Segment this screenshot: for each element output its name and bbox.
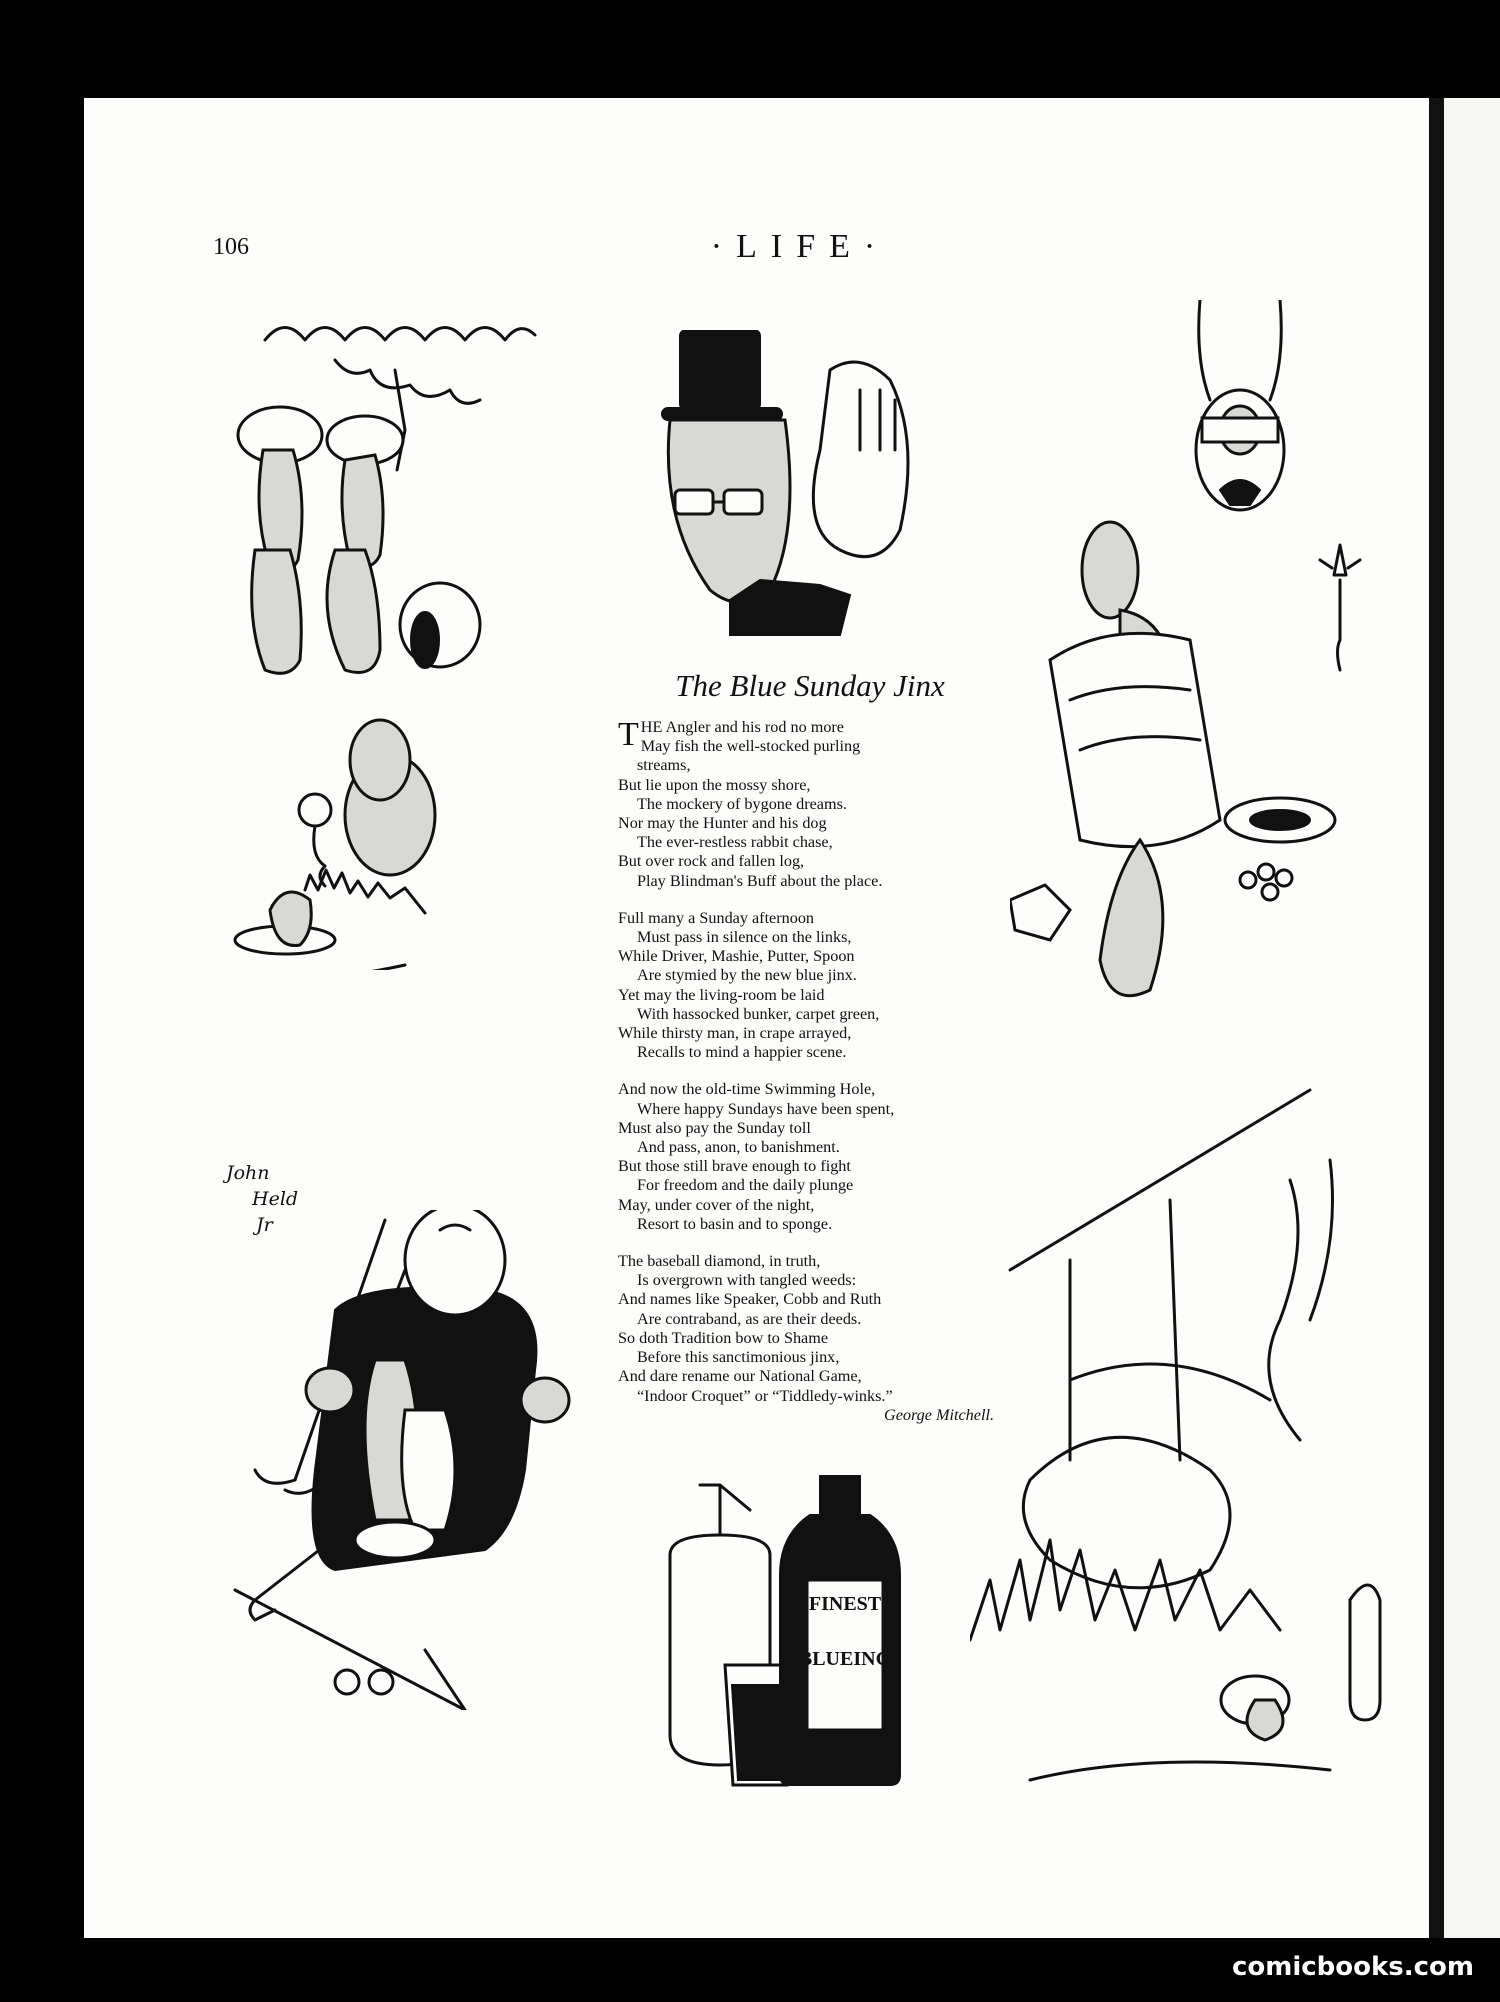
poem-line: But over rock and fallen log, xyxy=(618,852,805,871)
poem-line: But lie upon the mossy shore, xyxy=(618,775,811,794)
poem-line: Full many a Sunday afternoon xyxy=(618,908,815,927)
golfer-in-armchair-illustration xyxy=(225,1210,625,1710)
poem-line: Resort to basin and to sponge. xyxy=(637,1214,833,1233)
top-hat-man-illustration xyxy=(640,330,950,650)
poem-line: And now the old-time Swimming Hole, xyxy=(618,1080,876,1099)
stanza-1 xyxy=(618,718,1008,891)
poem-title: The Blue Sunday Jinx xyxy=(675,668,945,703)
poem-line: May fish the well-stocked purling xyxy=(640,737,861,756)
poem-line: Are stymied by the new blue jinx. xyxy=(637,966,857,985)
poem-line: Nor may the Hunter and his dog xyxy=(618,814,827,833)
poem-line: But those still brave enough to fight xyxy=(618,1157,851,1176)
poem-line: Must pass in silence on the links, xyxy=(637,928,852,947)
stanza-4 xyxy=(618,1252,1008,1406)
poem-line: For freedom and the daily plunge xyxy=(637,1176,854,1195)
artist-signature xyxy=(226,1160,298,1238)
signature-line-1: John xyxy=(226,1162,270,1184)
poem-line: The ever-restless rabbit chase, xyxy=(637,833,833,852)
poem-line: HE Angler and his rod no more xyxy=(640,718,844,736)
poem-line: Play Blindman's Buff about the place. xyxy=(637,871,883,890)
poem-line: streams, xyxy=(637,756,691,775)
siphon-and-bottle-illustration xyxy=(660,1475,950,1795)
boys-and-dog-illustration xyxy=(225,310,595,970)
poem-line: While thirsty man, in crape arrayed, xyxy=(618,1024,852,1043)
poem-line: Yet may the living-room be laid xyxy=(618,985,825,1004)
poem-line: The baseball diamond, in truth, xyxy=(618,1252,821,1271)
facing-page-edge xyxy=(1444,98,1500,1938)
bottle-label-top: FINEST xyxy=(808,1593,882,1615)
poem-line: With hassocked bunker, carpet green, xyxy=(637,1004,880,1023)
framed-portrait-illustration xyxy=(1180,300,1300,515)
bottle-label-main: BLUEING xyxy=(798,1648,892,1670)
poem-line: And pass, anon, to banishment. xyxy=(637,1138,840,1157)
poem-line: Are contraband, as are their deeds. xyxy=(637,1309,862,1328)
stanza-3 xyxy=(618,1080,1008,1234)
poem-line: Recalls to mind a happier scene. xyxy=(637,1043,847,1062)
poem-line: May, under cover of the night, xyxy=(618,1195,815,1214)
signature-line-2: Held xyxy=(252,1188,299,1210)
poem-line: And names like Speaker, Cobb and Ruth xyxy=(618,1290,882,1309)
poem-line: Must also pay the Sunday toll xyxy=(618,1118,811,1137)
poem-line: Is overgrown with tangled weeds: xyxy=(637,1271,857,1290)
drop-cap: T xyxy=(618,716,639,753)
bather-with-towel-illustration xyxy=(1010,500,1410,1000)
poem-body xyxy=(618,718,1008,1425)
poem-line: And dare rename our National Game, xyxy=(618,1367,862,1386)
poem-line: “Indoor Croquet” or “Tiddledy-winks.” xyxy=(637,1386,893,1405)
poem-line: Before this sanctimonious jinx, xyxy=(637,1348,840,1367)
stanza-2 xyxy=(618,909,1008,1063)
poem-line: Where happy Sundays have been spent, xyxy=(637,1099,895,1118)
site-watermark: comicbooks.com xyxy=(1231,1952,1474,1982)
poem-line: The mockery of bygone dreams. xyxy=(637,794,847,813)
poem-line: While Driver, Mashie, Putter, Spoon xyxy=(618,947,855,966)
poem-line: So doth Tradition bow to Shame xyxy=(618,1328,829,1347)
masthead-title: ·LIFE· xyxy=(710,228,890,265)
overgrown-field-illustration xyxy=(970,1080,1410,1810)
poem-author: George Mitchell. xyxy=(884,1405,994,1424)
page-number: 106 xyxy=(213,234,249,260)
signature-line-3: Jr xyxy=(256,1214,273,1236)
page-gutter xyxy=(1429,98,1444,1938)
